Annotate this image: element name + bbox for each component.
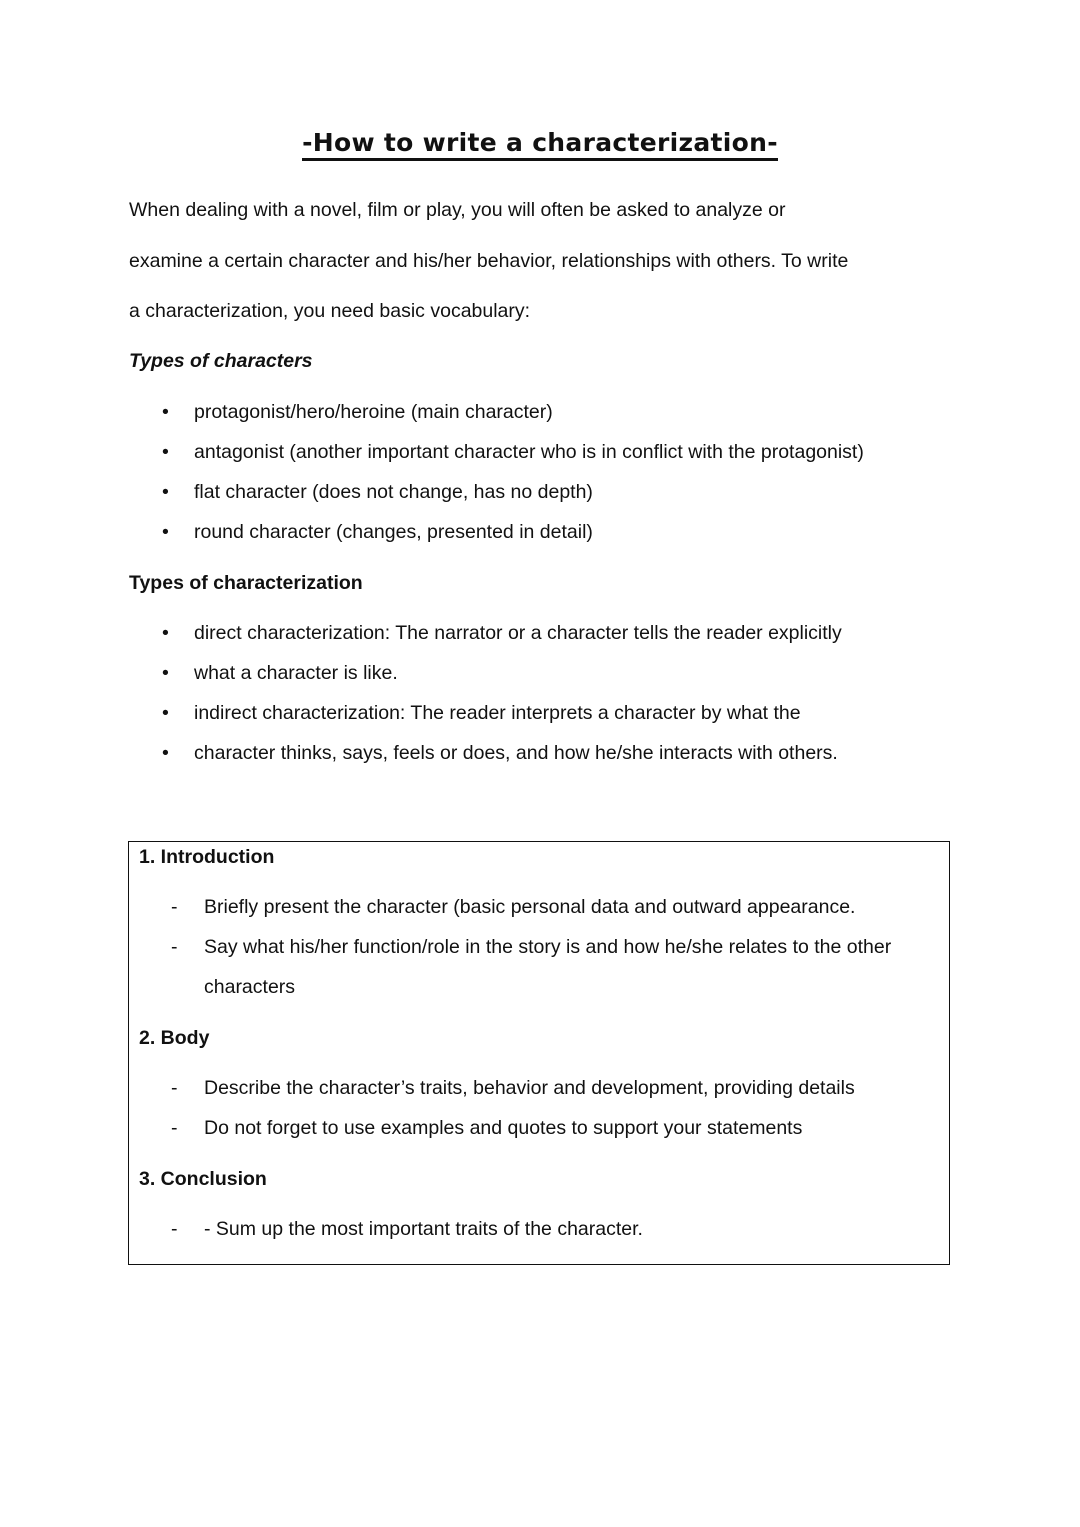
intro-line-1: When dealing with a novel, film or play, you will often be asked to analyze or	[129, 199, 786, 221]
dash-icon: -	[171, 1077, 178, 1099]
dash-icon: -	[171, 1117, 178, 1139]
list-item: - Describe the character’s traits, behavior and development, providing details	[171, 1077, 855, 1099]
list-item: • flat character (does not change, has no depth)	[162, 481, 593, 503]
bullet-icon: •	[162, 521, 169, 543]
body-heading: 2. Body	[139, 1027, 210, 1049]
list-item: • antagonist (another important character who is in conflict with the protagonist)	[162, 441, 864, 463]
list-item: • direct characterization: The narrator or a character tells the reader explicitly	[162, 622, 842, 644]
list-item-continuation: characters	[204, 976, 296, 998]
bullet-icon: •	[162, 401, 169, 423]
document-title	[0, 128, 1080, 157]
list-item: • round character (changes, presented in detail)	[162, 521, 593, 543]
conclusion-heading: 3. Conclusion	[139, 1168, 267, 1190]
bullet-icon: •	[162, 662, 169, 684]
dash-icon: -	[171, 1218, 178, 1240]
intro-line-2: examine a certain character and his/her behavior, relationships with others. To write	[129, 250, 849, 272]
list-item: • what a character is like.	[162, 662, 398, 684]
types-of-characters-heading: Types of characters	[129, 350, 313, 372]
introduction-heading: 1. Introduction	[139, 846, 275, 868]
dash-icon: -	[171, 896, 178, 918]
types-of-characterization-heading: Types of characterization	[129, 572, 363, 594]
list-item: - Briefly present the character (basic personal data and outward appearance.	[171, 896, 856, 918]
bullet-icon: •	[162, 702, 169, 724]
intro-line-3: a characterization, you need basic vocabulary:	[129, 300, 531, 322]
list-item: • character thinks, says, feels or does, and how he/she interacts with others.	[162, 742, 838, 764]
bullet-icon: •	[162, 481, 169, 503]
list-item: • indirect characterization: The reader interprets a character by what the	[162, 702, 801, 724]
bullet-icon: •	[162, 441, 169, 463]
list-item: - Do not forget to use examples and quotes to support your statements	[171, 1117, 803, 1139]
dash-icon: -	[171, 936, 178, 958]
bullet-icon: •	[162, 742, 169, 764]
list-item: • protagonist/hero/heroine (main character)	[162, 401, 553, 423]
list-item: - Say what his/her function/role in the story is and how he/she relates to the other	[171, 936, 892, 958]
list-item: - - Sum up the most important traits of the character.	[171, 1218, 643, 1240]
bullet-icon: •	[162, 622, 169, 644]
structure-box	[128, 841, 950, 1265]
title-text: -How to write a characterization-	[302, 128, 778, 161]
